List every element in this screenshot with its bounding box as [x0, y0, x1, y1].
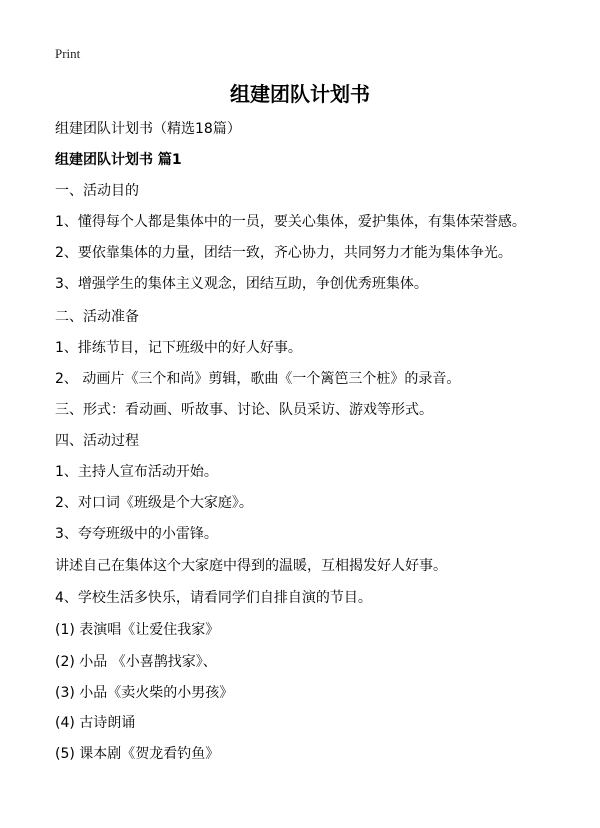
- paragraph: 2、要依靠集体的力量，团结一致，齐心协力，共同努力才能为集体争光。: [55, 245, 512, 261]
- heading-process: 四、活动过程: [55, 433, 139, 449]
- heading-preparation: 二、活动准备: [55, 309, 139, 325]
- list-item: (2) 小品 《小喜鹊找家》、: [55, 654, 217, 670]
- list-item: (5) 课本剧《贺龙看钓鱼》: [55, 746, 220, 762]
- heading-format: 三、形式：看动画、听故事、讨论、队员采访、游戏等形式。: [55, 402, 433, 418]
- paragraph: 3、夸夸班级中的小雷锋。: [55, 526, 218, 542]
- paragraph: 1、主持人宣布活动开始。: [55, 464, 218, 480]
- list-item: (4) 古诗朗诵: [55, 715, 136, 731]
- document-title: 组建团队计划书: [230, 82, 370, 106]
- paragraph: 2、 动画片《三个和尚》剪辑，歌曲《一个篱笆三个桩》的录音。: [55, 371, 461, 387]
- section-heading: 组建团队计划书 篇1: [55, 152, 182, 168]
- list-item: (1) 表演唱《让爱住我家》: [55, 622, 220, 638]
- heading-purpose: 一、活动目的: [55, 183, 139, 199]
- subtitle: 组建团队计划书（精选18篇）: [55, 121, 241, 137]
- paragraph: 4、学校生活多快乐，请看同学们自排自演的节目。: [55, 590, 372, 606]
- paragraph: 3、增强学生的集体主义观念，团结互助，争创优秀班集体。: [55, 276, 428, 292]
- paragraph: 2、对口词《班级是个大家庭》。: [55, 495, 253, 511]
- print-link[interactable]: Print: [55, 46, 81, 61]
- paragraph: 1、排练节目，记下班级中的好人好事。: [55, 340, 302, 356]
- list-item: (3) 小品《卖火柴的小男孩》: [55, 685, 234, 701]
- paragraph: 讲述自己在集体这个大家庭中得到的温暖，互相揭发好人好事。: [55, 558, 447, 574]
- paragraph: 1、懂得每个人都是集体中的一员，要关心集体，爱护集体，有集体荣誉感。: [55, 214, 526, 230]
